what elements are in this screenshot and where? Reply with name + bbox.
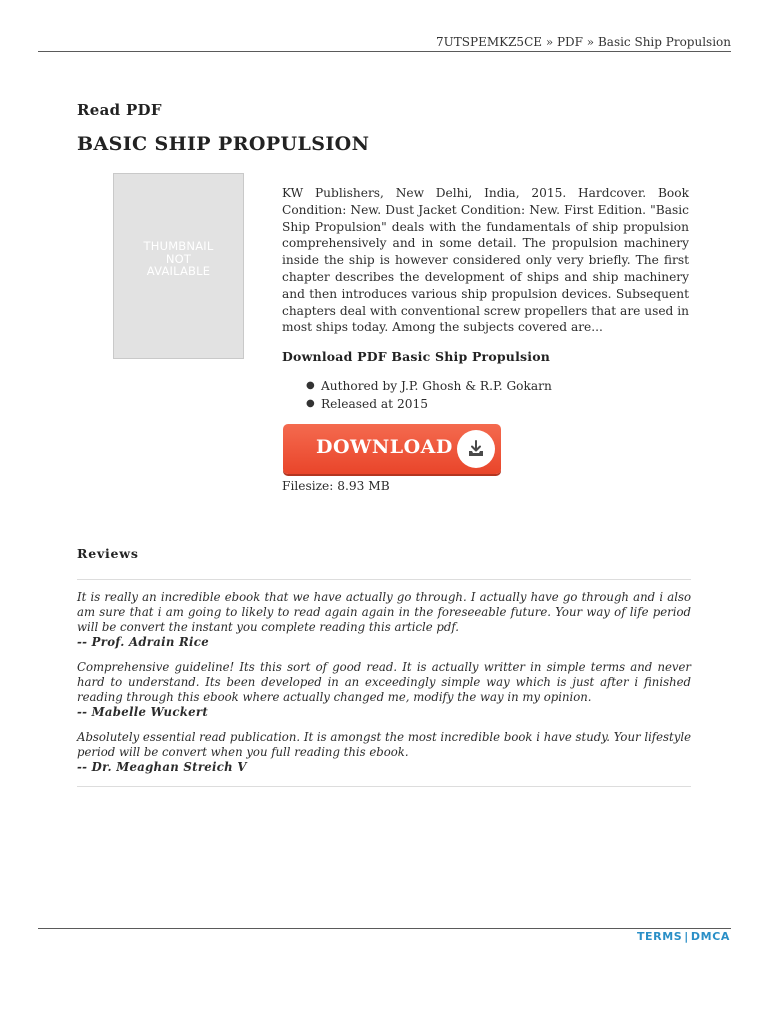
- reviews-divider-bottom: [77, 786, 691, 787]
- book-thumbnail: [113, 173, 244, 359]
- thumbnail-text-line: NOT: [165, 251, 192, 266]
- header-divider: [38, 51, 731, 52]
- download-heading: Download PDF Basic Ship Propulsion: [282, 349, 551, 364]
- download-arrow-icon: [466, 439, 486, 459]
- review-item: [77, 590, 691, 650]
- reviews-heading: Reviews: [77, 546, 139, 561]
- footer-links: [637, 930, 730, 943]
- terms-link[interactable]: TERMS: [636, 930, 683, 943]
- page-kicker: Read PDF: [77, 101, 162, 119]
- bullet-icon: ●: [306, 380, 315, 391]
- bullet-icon: ●: [306, 398, 315, 409]
- review-author: -- Mabelle Wuckert: [77, 705, 209, 719]
- author-text: Authored by J.P. Ghosh & R.P. Gokarn: [321, 379, 552, 393]
- breadcrumb: 7UTSPEMKZ5CE » PDF » Basic Ship Propulsion: [436, 35, 731, 49]
- book-description: KW Publishers, New Delhi, India, 2015. Hardcover. Book Condition: New. Dust Jacket Condition: New. First Edition. "Basic Ship Propulsion" deals with the fundamentals of ship propulsion comprehensively and in some detail. The propulsion machinery inside the ship is however considered only very briefly. The first chapter describes the development of ships and ship machinery and then introduces various ship propulsion devices. Subsequent chapters deal with conventional screw propellers that are used in most ships today. Among the subjects covered are...: [282, 186, 689, 335]
- list-item: [282, 377, 552, 395]
- reviews-divider-top: [77, 579, 691, 580]
- page-title: BASIC SHIP PROPULSION: [77, 133, 370, 155]
- review-text: Comprehensive guideline! Its this sort of good read. It is actually writter in simple terms and never hard to understand. Its been developed in an exceedingly simple way which is just after i finished reading through this ebook where actually changed me, modify the way in my opinion.: [77, 660, 691, 704]
- footer-separator: |: [684, 930, 689, 943]
- thumbnail-text-line: THUMBNAIL: [143, 239, 214, 253]
- thumbnail-text-line: AVAILABLE: [146, 264, 211, 278]
- review-author: -- Prof. Adrain Rice: [77, 635, 209, 649]
- review-item: [77, 730, 691, 775]
- review-item: [77, 660, 691, 720]
- book-meta-list: [282, 377, 552, 413]
- review-author: -- Dr. Meaghan Streich V: [77, 760, 247, 774]
- review-text: Absolutely essential read publication. It is amongst the most incredible book i have study. Your lifestyle period will be convert when you full reading this ebook.: [77, 730, 691, 759]
- thumbnail-placeholder-text: [114, 240, 243, 278]
- dmca-link[interactable]: DMCA: [690, 930, 730, 943]
- download-tray-icon[interactable]: [457, 430, 495, 468]
- footer-divider: [38, 928, 731, 929]
- filesize: Filesize: 8.93 MB: [282, 479, 390, 493]
- release-text: Released at 2015: [321, 397, 428, 411]
- list-item: [282, 395, 552, 413]
- review-text: It is really an incredible ebook that we have actually go through. I actually have go through and i also am sure that i am going to likely to read again again in the foreseeable future. Your way of life period will be convert the instant you complete reading this article pdf.: [77, 590, 691, 634]
- download-button-label: DOWNLOAD: [316, 436, 453, 458]
